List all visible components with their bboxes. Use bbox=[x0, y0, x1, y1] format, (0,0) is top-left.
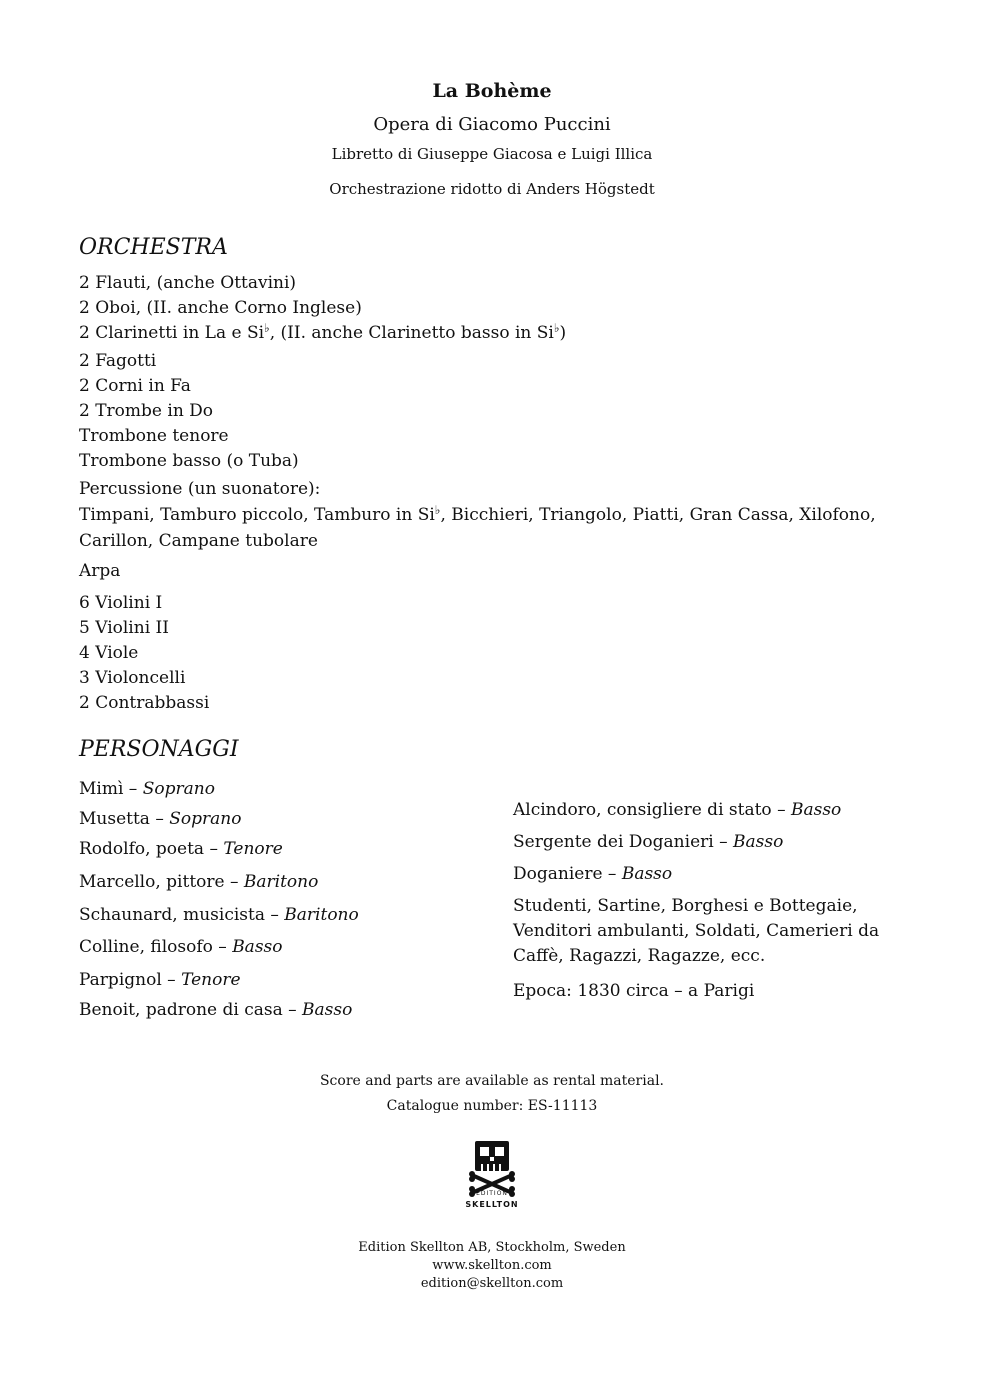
website-link[interactable]: www.skellton.com bbox=[432, 1258, 552, 1273]
personaggi-heading: PERSONAGGI bbox=[79, 737, 239, 762]
instrument-line: Carillon, Campane tubolare bbox=[79, 531, 318, 551]
instrument-line: 2 Trombe in Do bbox=[79, 401, 214, 421]
character-line bbox=[79, 937, 283, 957]
voice-type: Soprano bbox=[142, 779, 215, 799]
instrument-text: ) bbox=[559, 323, 567, 343]
instrument-line bbox=[79, 505, 876, 525]
instrument-text: , (II. anche Clarinetto basso in Si bbox=[269, 323, 554, 343]
voice-type: Soprano bbox=[169, 809, 242, 829]
instrument-line: Arpa bbox=[79, 561, 121, 581]
instrument-text: , Bicchieri, Triangolo, Piatti, Gran Cassa, Xilofono, bbox=[440, 505, 876, 525]
voice-type: Tenore bbox=[223, 839, 283, 859]
instrument-line: 2 Oboi, (II. anche Corno Inglese) bbox=[79, 298, 362, 318]
character-line bbox=[79, 905, 359, 925]
chorus-line: Studenti, Sartine, Borghesi e Bottegaie, bbox=[513, 896, 858, 916]
instrument-line: Percussione (un suonatore): bbox=[79, 479, 321, 499]
instrument-line: Trombone basso (o Tuba) bbox=[79, 451, 299, 471]
character-line bbox=[79, 809, 241, 829]
rental-note: Score and parts are available as rental material. bbox=[319, 1073, 665, 1089]
voice-type: Basso bbox=[621, 864, 673, 884]
voice-type: Baritono bbox=[284, 905, 359, 925]
libretto-credit: Libretto di Giuseppe Giacosa e Luigi Illica bbox=[331, 145, 653, 163]
voice-type: Tenore bbox=[181, 970, 241, 990]
character-name: Marcello, pittore – bbox=[79, 872, 244, 892]
page-title: La Bohème bbox=[432, 80, 552, 102]
flat-sign: ♭ bbox=[434, 503, 441, 517]
instrument-text: Timpani, Tamburo piccolo, Tamburo in Si bbox=[79, 505, 435, 525]
instrument-line: 2 Corni in Fa bbox=[79, 376, 191, 396]
instrument-line: Trombone tenore bbox=[79, 426, 229, 446]
voice-type: Basso bbox=[232, 937, 283, 957]
character-line bbox=[513, 800, 841, 820]
instrument-line: 4 Viole bbox=[79, 643, 139, 663]
voice-type: Basso bbox=[302, 1000, 353, 1020]
character-line bbox=[79, 839, 283, 859]
instrument-line: 2 Fagotti bbox=[79, 351, 157, 371]
character-line bbox=[79, 872, 318, 892]
email-link[interactable]: edition@skellton.com bbox=[420, 1276, 564, 1291]
character-name: Musetta – bbox=[79, 809, 170, 829]
character-name: Mimì – bbox=[79, 779, 143, 799]
epoch-line: Epoca: 1830 circa – a Parigi bbox=[513, 981, 755, 1001]
flat-sign: ♭ bbox=[264, 321, 270, 335]
instrument-line: 6 Violini I bbox=[79, 593, 163, 613]
character-line bbox=[79, 779, 215, 799]
subtitle: Opera di Giacomo Puccini bbox=[373, 114, 611, 135]
voice-type: Baritono bbox=[243, 872, 319, 892]
instrument-line bbox=[79, 323, 566, 343]
chorus-line: Venditori ambulanti, Soldati, Camerieri da bbox=[513, 921, 880, 941]
publisher-address: Edition Skellton AB, Stockholm, Sweden bbox=[358, 1240, 626, 1255]
flat-sign: ♭ bbox=[553, 321, 560, 335]
character-name: Sergente dei Doganieri – bbox=[513, 832, 734, 852]
character-name: Colline, filosofo – bbox=[79, 937, 233, 957]
logo-edition-text: EDITION bbox=[476, 1190, 508, 1197]
instrument-line: 2 Flauti, (anche Ottavini) bbox=[79, 273, 297, 293]
instrument-line: 2 Contrabbassi bbox=[79, 693, 210, 713]
character-name: Rodolfo, poeta – bbox=[79, 839, 224, 859]
instrument-text: 2 Clarinetti in La e Si bbox=[79, 323, 265, 343]
voice-type: Basso bbox=[733, 832, 784, 852]
instrument-line: 3 Violoncelli bbox=[79, 668, 186, 688]
logo-skellton-text: SKELLTON bbox=[465, 1200, 519, 1209]
orchestration-credit: Orchestrazione ridotto di Anders Högstedt bbox=[329, 180, 655, 198]
orchestra-heading: ORCHESTRA bbox=[79, 235, 228, 260]
instrument-line: 5 Violini II bbox=[79, 618, 169, 638]
catalogue-number: Catalogue number: ES-11113 bbox=[386, 1098, 598, 1114]
character-line bbox=[513, 832, 783, 852]
character-name: Schaunard, musicista – bbox=[79, 905, 285, 925]
voice-type: Basso bbox=[790, 800, 842, 820]
character-line bbox=[79, 970, 241, 990]
character-name: Alcindoro, consigliere di stato – bbox=[513, 800, 791, 820]
chorus-line: Caffè, Ragazzi, Ragazze, ecc. bbox=[513, 946, 766, 966]
character-line bbox=[79, 1000, 352, 1020]
character-name: Doganiere – bbox=[513, 864, 622, 884]
character-name: Benoit, padrone di casa – bbox=[79, 1000, 303, 1020]
character-name: Parpignol – bbox=[79, 970, 182, 990]
character-line bbox=[513, 864, 672, 884]
